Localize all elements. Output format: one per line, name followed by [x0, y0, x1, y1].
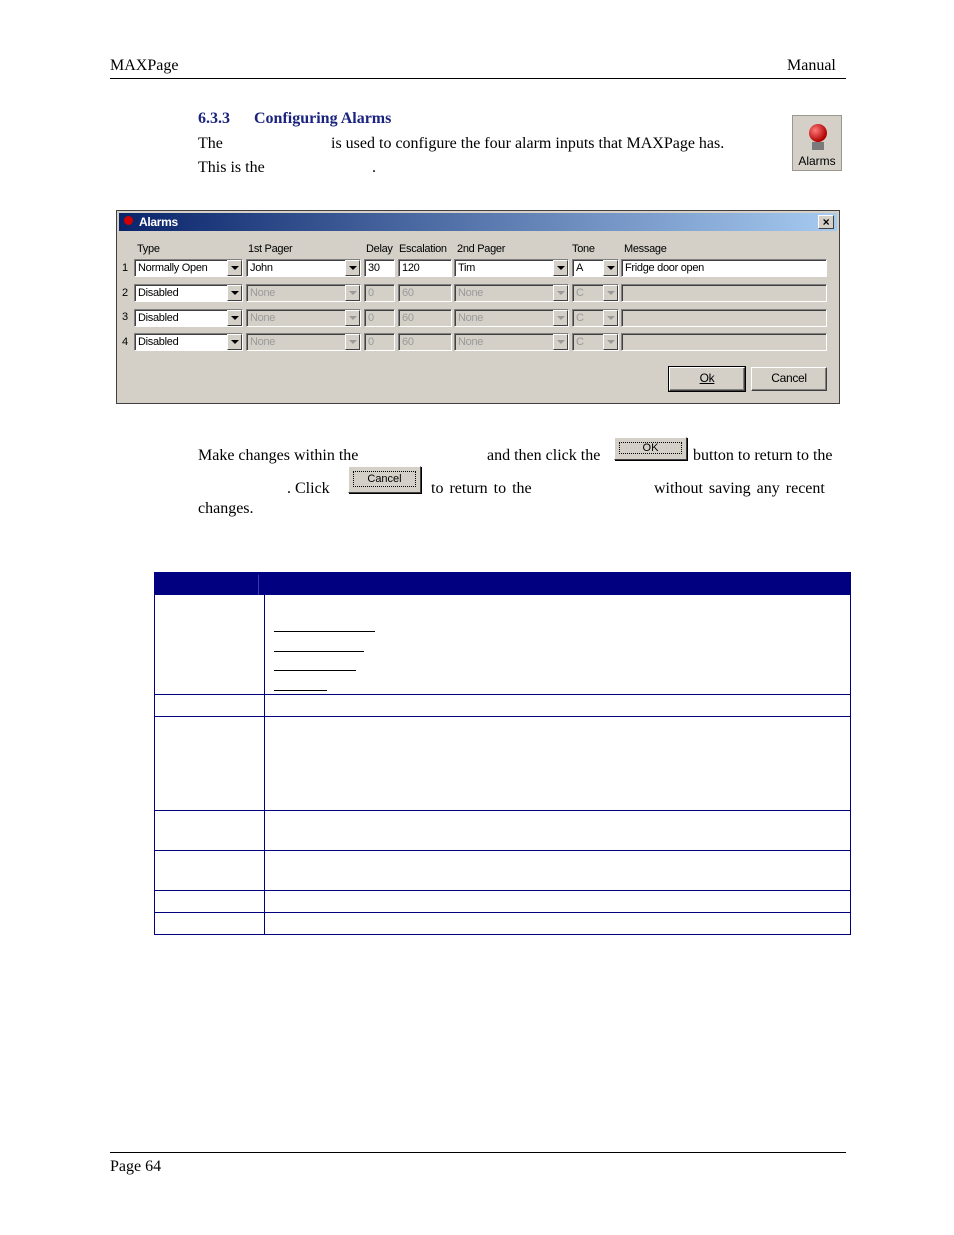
table-header — [155, 573, 850, 595]
pager2-select: None — [454, 333, 569, 351]
chevron-down-icon — [603, 285, 618, 301]
chevron-down-icon[interactable] — [227, 285, 242, 301]
dialog-titlebar — [119, 213, 837, 231]
chevron-down-icon[interactable] — [603, 260, 618, 276]
ok-button[interactable]: Ok — [669, 367, 745, 391]
pager1-select: None — [246, 309, 361, 327]
header-title: MAXPage — [110, 57, 179, 74]
alarm-bell-icon — [809, 124, 827, 142]
tone-select: C — [572, 284, 619, 302]
delay-field: 0 — [364, 284, 395, 302]
instruction-text: . Click — [287, 480, 330, 497]
chevron-down-icon — [553, 310, 568, 326]
footer-rule — [110, 1152, 846, 1153]
page-number: Page 64 — [110, 1158, 162, 1175]
chevron-down-icon[interactable] — [227, 334, 242, 350]
header-manual: Manual — [787, 57, 836, 74]
header-rule — [110, 78, 846, 79]
inline-ok-button: OK — [614, 437, 687, 460]
instruction-text: to return to the — [431, 480, 532, 497]
table-row-divider — [155, 810, 850, 811]
table-row-divider — [155, 890, 850, 891]
delay-field[interactable]: 30 — [364, 259, 395, 277]
intro-line2-end: . — [372, 159, 376, 176]
col-header-pager2: 2nd Pager — [457, 243, 506, 255]
table-row-divider — [155, 716, 850, 717]
chevron-down-icon — [603, 334, 618, 350]
col-header-delay: Delay — [366, 243, 393, 255]
tone-select: C — [572, 309, 619, 327]
intro-line2-start: This is the — [198, 159, 265, 176]
table-row-divider — [155, 850, 850, 851]
row-number: 4 — [122, 336, 128, 348]
chevron-down-icon — [553, 285, 568, 301]
instruction-text: without saving any recent — [654, 480, 825, 497]
alarms-dialog — [116, 210, 840, 404]
tone-select[interactable]: A — [572, 259, 619, 277]
pager2-select: None — [454, 284, 569, 302]
type-select[interactable]: Disabled — [134, 333, 243, 351]
escalation-field: 60 — [398, 333, 452, 351]
type-select[interactable]: Disabled — [134, 309, 243, 327]
chevron-down-icon[interactable] — [227, 260, 242, 276]
message-field — [621, 309, 827, 327]
chevron-down-icon[interactable] — [227, 310, 242, 326]
instruction-text: Make changes within the — [198, 447, 359, 464]
pager1-select: None — [246, 284, 361, 302]
col-header-message: Message — [624, 243, 667, 255]
fields-table — [154, 572, 851, 935]
col-header-type: Type — [137, 243, 160, 255]
close-button[interactable]: × — [818, 215, 834, 229]
message-field — [621, 284, 827, 302]
message-field — [621, 333, 827, 351]
type-select[interactable]: Normally Open — [134, 259, 243, 277]
chevron-down-icon — [345, 310, 360, 326]
cancel-button[interactable]: Cancel — [751, 367, 827, 391]
col-header-escalation: Escalation — [399, 243, 447, 255]
delay-field: 0 — [364, 309, 395, 327]
alarms-toolbar-button[interactable] — [792, 115, 842, 171]
col-header-pager1: 1st Pager — [248, 243, 293, 255]
message-field[interactable]: Fridge door open — [621, 259, 827, 277]
escalation-field[interactable]: 120 — [398, 259, 452, 277]
section-number: 6.3.3 — [198, 110, 230, 127]
inline-cancel-button: Cancel — [348, 466, 421, 493]
intro-line1-end: is used to configure the four alarm inputs that MAXPage has. — [331, 135, 725, 152]
pager2-select: None — [454, 309, 569, 327]
instruction-text: changes. — [198, 500, 254, 517]
chevron-down-icon[interactable] — [553, 260, 568, 276]
pager2-select[interactable]: Tim — [454, 259, 569, 277]
chevron-down-icon — [345, 285, 360, 301]
chevron-down-icon[interactable] — [345, 260, 360, 276]
row-number: 3 — [122, 311, 128, 323]
row-number: 2 — [122, 287, 128, 299]
section-title: Configuring Alarms — [254, 110, 392, 127]
col-header-tone: Tone — [572, 243, 595, 255]
type-select[interactable]: Disabled — [134, 284, 243, 302]
dialog-title: Alarms — [139, 215, 178, 229]
escalation-field: 60 — [398, 309, 452, 327]
row-number: 1 — [122, 262, 128, 274]
escalation-field: 60 — [398, 284, 452, 302]
table-row-divider — [155, 694, 850, 695]
alarms-toolbar-label: Alarms — [798, 154, 836, 168]
instruction-text: and then click the — [487, 447, 601, 464]
delay-field: 0 — [364, 333, 395, 351]
pager1-select[interactable]: John — [246, 259, 361, 277]
table-row-divider — [155, 912, 850, 913]
chevron-down-icon — [603, 310, 618, 326]
instruction-text: button to return to the — [693, 447, 833, 464]
alarm-title-icon — [124, 216, 133, 225]
pager1-select: None — [246, 333, 361, 351]
chevron-down-icon — [553, 334, 568, 350]
chevron-down-icon — [345, 334, 360, 350]
intro-line1-start: The — [198, 135, 223, 152]
tone-select: C — [572, 333, 619, 351]
